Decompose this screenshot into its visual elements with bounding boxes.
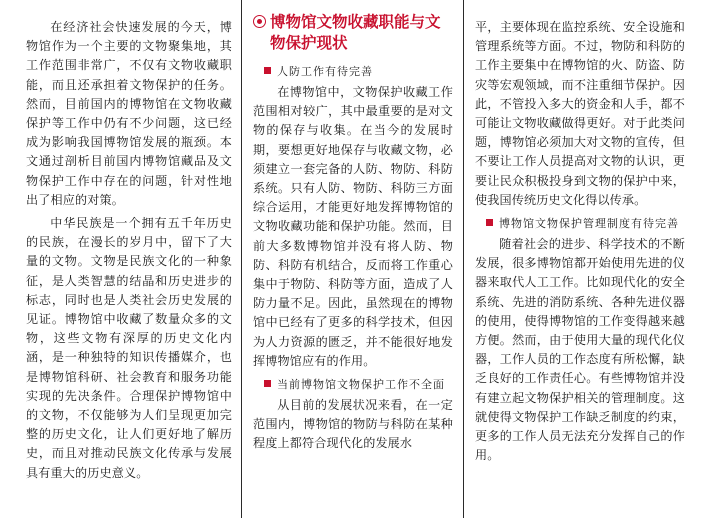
square-bullet-icon: [264, 67, 271, 74]
column-divider-right: [463, 0, 464, 518]
square-bullet-icon: [486, 219, 493, 226]
body-paragraph: 平，主要体现在监控系统、安全设施和管理系统等方面。不过，物防和科防的工作主要集中在博物馆的火、防盗、防灾等宏观领域，而不注重细节保护。因此，不管投入多大的资金和人手，都不可能让文物收藏做得更好。对于此类问题，博物馆必须加大对文物的宣传，但不要让工作人员提高对文物的认识，更要让民众积极投身到文物的保护中来，使我国传统历史文化得以传承。: [475, 20, 685, 207]
intro-paragraph: 在经济社会快速发展的今天，博物馆作为一个主要的文物聚集地，其工作范围非常广，不仅有文物收藏职能，而且还承担着文物保护的任务。然而，目前国内的博物馆在文物收藏保护等工作中仍有不少问题，这已经成为影响我国博物馆发展的瓶颈。本文通过剖析目前国内博物馆藏品及文物保护工作中存在的问题，针对性地出了相应的对策。: [26, 20, 232, 207]
body-paragraph: 在博物馆中，文物保护收藏工作范围相对较广，其中最重要的是对文物的保存与收集。在当今的发展时期，要想更好地保存与收藏文物，必须建立一套完备的人防、物防、科防系统。只有人防、物防、科防三方面综合运用，才能更好地发挥博物馆的文物收藏功能和保护功能。然而，目前大多数博物馆并没有将人防、物防、科防有机结合，反而将工作重心集中于物防、科防等方面，造成了人防力量不足。因此，虽然现在的博物馆中已经有了更多的科学技术，但因为人力资源的匮乏，并不能很好地发挥博物馆应有的作用。: [253, 85, 453, 368]
body-paragraph: 从目前的发展状况来看，在一定范围内，博物馆的物防与科防在某种程度上都符合现代化的发展水: [253, 398, 453, 451]
section-title: [253, 12, 453, 54]
column-1: [26, 0, 232, 518]
subheading-text: 博物馆文物保护管理制度有待完善: [499, 217, 679, 231]
section-bullet-icon: [253, 15, 266, 28]
section-title-text: 博物馆文物收藏职能与文物保护现状: [270, 13, 441, 52]
body-paragraph: 中华民族是一个拥有五千年历史的民族，在漫长的岁月中，留下了大量的文物。文物是民族文化的一种象征，是人类智慧的结晶和历史进步的标志，同时也是人类社会历史发展的见证。博物馆中收藏了数量众多的文物，这些文物有深厚的历史文化内涵，是一种独特的知识传播媒介，也是博物馆科研、社会教育和服务功能实现的先决条件。合理保护博物馆中的文物，不仅能够为人们呈现更加完整的历史文化，让人们更好地了解历史，而且对推动民族文化传承与发展具有重大的历史意义。: [26, 216, 232, 480]
subheading-text: 当前博物馆文物保护工作不全面: [277, 378, 445, 392]
subheading-management: [475, 214, 685, 233]
square-bullet-icon: [264, 380, 271, 387]
subheading-manpower: [253, 62, 453, 81]
column-3: [475, 0, 685, 518]
column-2: [253, 0, 453, 518]
body-paragraph: 随着社会的进步、科学技术的不断发展，很多博物馆都开始使用先进的仪器来取代人工工作。比如现代化的安全系统、先进的消防系统、各种先进仪器的使用，使得博物馆的工作变得越来越方便。然而，由于使用大量的现代化仪器，工作人员的工作态度有所松懈，缺乏良好的工作责任心。有些博物馆并没有建立起文物保护相关的管理制度。这就使得文物保护工作缺乏制度的约束，更多的工作人员无法充分发挥自己的作用。: [475, 237, 685, 463]
column-divider-left: [241, 0, 242, 518]
subheading-text: 人防工作有待完善: [277, 65, 373, 78]
subheading-protection: [253, 375, 453, 394]
